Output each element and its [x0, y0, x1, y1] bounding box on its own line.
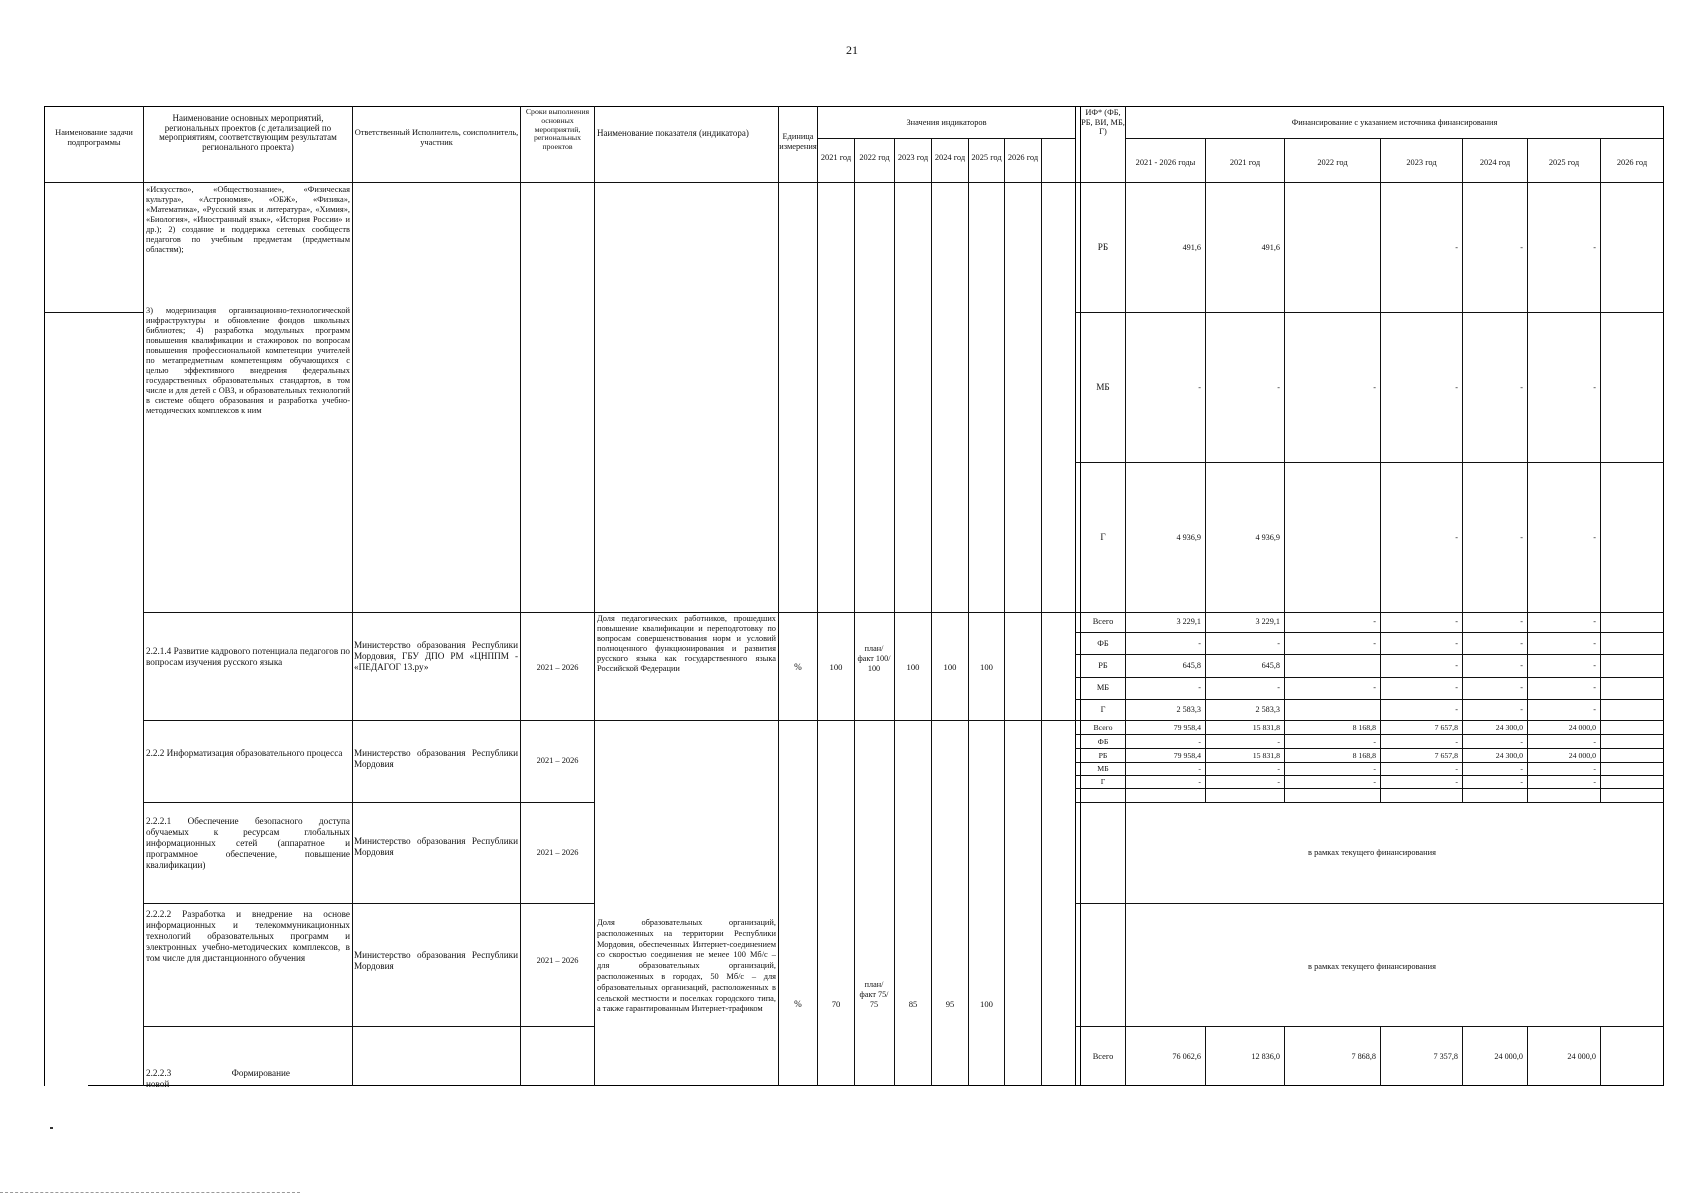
- executor: Министерство образования Республики Мордовия: [354, 950, 518, 971]
- source-label: РБ: [1098, 661, 1108, 670]
- header-finance-group: Финансирование с указанием источника финансирования: [1291, 118, 1498, 127]
- fin-value: -: [1277, 383, 1280, 392]
- source-label: Всего: [1092, 1052, 1114, 1061]
- fin-value: 7 657,8: [1434, 723, 1458, 732]
- header-fin-2023: 2023 год: [1406, 158, 1437, 167]
- fin-value: -: [1455, 383, 1458, 392]
- fin-value: 491,6: [1182, 243, 1201, 252]
- value-2023: 85: [908, 999, 918, 1009]
- fin-value: -: [1455, 533, 1458, 542]
- source-label: Г: [1100, 532, 1106, 542]
- header-task: Наименование задачи подпрограммы: [55, 128, 133, 147]
- fin-value: -: [1198, 777, 1201, 786]
- event-2-2-1-4: 2.2.1.4 Развитие кадрового потенциала педагогов по вопросам изучения русского языка: [146, 646, 350, 667]
- fin-value: -: [1593, 777, 1596, 786]
- fin-value: 4 936,9: [1176, 533, 1201, 542]
- value-2022: план/ факт 100/ 100: [857, 644, 891, 673]
- header-year-2024: 2024 год: [934, 153, 966, 162]
- header-fin-2022: 2022 год: [1317, 158, 1348, 167]
- terms: 2021 – 2026: [536, 956, 579, 965]
- event-text-items-3-4: 3) модернизация организационно-технологической инфраструктуры и обновление фондов школьных библиотек; 4) разработка модульных программ повышения квалификации и стажировок по вопросам повышения профессиональной компетенции учителей по метапредметным компетенциям обучающихся с целью эффективного внедрения федеральных государственных образовательных стандартов, в том числе и для детей с ОВЗ, и образовательных технологий в системе общего образования и разработка учебно-методических комплексов к ним: [146, 306, 350, 415]
- fin-value: -: [1520, 777, 1523, 786]
- fin-value: -: [1198, 639, 1201, 648]
- fin-value: 12 836,0: [1251, 1052, 1280, 1061]
- fin-value: -: [1277, 764, 1280, 773]
- fin-value: 24 000,0: [1567, 1052, 1596, 1061]
- executor: Министерство образования Республики Мордовия: [354, 836, 518, 857]
- fin-value: -: [1198, 764, 1201, 773]
- finance-note: в рамках текущего финансирования: [1308, 962, 1436, 971]
- event-2-2-2-2: 2.2.2.2 Разработка и внедрение на основе информационных и телекоммуникационных технологий образовательных программ и электронных учебно-методических комплексов, в том числе для дистанционного обучения: [146, 909, 350, 963]
- header-fin-2026: 2026 год: [1616, 158, 1648, 167]
- fin-value: 79 958,4: [1173, 751, 1201, 760]
- fin-value: 76 062,6: [1172, 1052, 1201, 1061]
- fin-value: 7 868,8: [1351, 1052, 1376, 1061]
- fin-value: 8 168,8: [1352, 751, 1376, 760]
- fin-value: -: [1520, 661, 1523, 670]
- scan-speck: [50, 1127, 53, 1129]
- source-label: Всего: [1092, 617, 1114, 626]
- header-events: Наименование основных мероприятий, региональных проектов (с детализацией по мероприятиям, соответствующим результатам регионального проекта): [159, 114, 337, 152]
- value-2025: 100: [980, 662, 993, 672]
- value-2021: 70: [831, 999, 841, 1009]
- header-fin-2025: 2025 год: [1548, 158, 1580, 167]
- event-2-2-2-1: 2.2.2.1 Обеспечение безопасного доступа обучаемых к ресурсам глобальных информационных сетей (аппаратное и программное обеспечение, повышение квалификации): [146, 816, 350, 870]
- header-fin-2024: 2024 год: [1479, 158, 1511, 167]
- fin-value: -: [1593, 683, 1596, 692]
- fin-value: -: [1593, 639, 1596, 648]
- fin-value: 2 583,3: [1176, 705, 1201, 714]
- fin-value: 24 000,0: [1494, 1052, 1523, 1061]
- fin-value: -: [1373, 764, 1376, 773]
- source-label: МБ: [1096, 683, 1110, 692]
- value-2023: 100: [906, 662, 920, 672]
- fin-value: -: [1373, 777, 1376, 786]
- fin-value: 7 357,8: [1433, 1052, 1458, 1061]
- fin-value: -: [1455, 617, 1458, 626]
- header-executor: Ответственный Исполнитель, соисполнитель, участник: [354, 128, 519, 147]
- fin-value: 15 831,8: [1252, 723, 1280, 732]
- header-year-2023: 2023 год: [897, 153, 929, 162]
- finance-note: в рамках текущего финансирования: [1308, 848, 1436, 857]
- fin-value: 15 831,8: [1252, 751, 1280, 760]
- header-year-2021: 2021 год: [820, 153, 852, 162]
- fin-value: -: [1593, 383, 1596, 392]
- fin-value: 645,8: [1182, 661, 1201, 670]
- fin-value: 7 657,8: [1434, 751, 1458, 760]
- fin-value: -: [1455, 683, 1458, 692]
- scan-artifact-line: [0, 1192, 300, 1194]
- value-2025: 100: [980, 999, 993, 1009]
- source-label: Всего: [1093, 723, 1113, 732]
- event-2-2-2: 2.2.2 Информатизация образовательного процесса: [146, 748, 343, 758]
- fin-value: -: [1455, 243, 1458, 252]
- executor: Министерство образования Республики Мордовия: [354, 748, 518, 769]
- fin-value: -: [1373, 383, 1376, 392]
- fin-value: -: [1520, 705, 1523, 714]
- fin-value: 8 168,8: [1352, 723, 1376, 732]
- fin-value: 79 958,4: [1173, 723, 1201, 732]
- fin-value: -: [1455, 705, 1458, 714]
- executor: Министерство образования Республики Мордовия, ГБУ ДПО РМ «ЦНППМ - «ПЕДАГОГ 13.ру»: [354, 640, 518, 672]
- fin-value: -: [1373, 737, 1376, 746]
- indicator-text: Доля образовательных организаций, расположенных на территории Республики Мордовия, обеспеченных Интернет-соединением со скоростью соединения не менее 100 Мб/с – для образовательных организаций, расположенных в городах, 50 Мб/с – для образовательных организаций, расположенных в сельской местности и поселках городского типа, а также гарантированным Интернет-трафиком: [597, 918, 776, 1014]
- source-label: ФБ: [1097, 639, 1109, 648]
- fin-value: -: [1373, 617, 1376, 626]
- source-label: Г: [1100, 705, 1106, 714]
- fin-value: -: [1277, 737, 1280, 746]
- fin-value: 24 300,0: [1495, 723, 1523, 732]
- fin-value: -: [1455, 764, 1458, 773]
- fin-value: -: [1593, 661, 1596, 670]
- fin-value: -: [1520, 383, 1523, 392]
- terms: 2021 – 2026: [536, 663, 579, 672]
- fin-value: -: [1455, 737, 1458, 746]
- header-unit: Единица измерения: [779, 132, 817, 151]
- fin-value: -: [1593, 764, 1596, 773]
- fin-value: -: [1520, 639, 1523, 648]
- fin-value: 3 229,1: [1255, 617, 1280, 626]
- fin-value: -: [1373, 683, 1376, 692]
- terms: 2021 – 2026: [536, 848, 579, 857]
- value-2022: план/ факт 75/ 75: [859, 980, 889, 1009]
- event-2-2-2-3: 2.2.2.3 Формирование новой: [146, 1068, 290, 1089]
- fin-value: 24 000,0: [1568, 751, 1596, 760]
- fin-value: 645,8: [1261, 661, 1280, 670]
- source-label: ФБ: [1097, 737, 1109, 746]
- source-label: РБ: [1098, 751, 1108, 760]
- fin-value: -: [1520, 617, 1523, 626]
- fin-value: 2 583,3: [1255, 705, 1280, 714]
- fin-value: 24 300,0: [1495, 751, 1523, 760]
- fin-value: -: [1520, 533, 1523, 542]
- fin-value: -: [1520, 683, 1523, 692]
- fin-value: 491,6: [1261, 243, 1280, 252]
- header-year-2022: 2022 год: [859, 153, 890, 162]
- value-2021: 100: [829, 662, 843, 672]
- header-year-2026: 2026 год: [1007, 153, 1039, 162]
- header-source: ИФ* (ФБ, РБ, ВИ, МБ, Г): [1081, 108, 1125, 137]
- fin-value: -: [1277, 639, 1280, 648]
- fin-value: -: [1198, 383, 1201, 392]
- fin-value: -: [1520, 737, 1523, 746]
- value-2024: 100: [943, 662, 957, 672]
- header-values-group: Значения индикаторов: [906, 118, 987, 127]
- header-terms: Сроки выполнения основных мероприятий, региональных проектов: [525, 108, 590, 152]
- value-2024: 95: [945, 999, 955, 1009]
- unit: %: [794, 662, 802, 672]
- unit: %: [794, 999, 802, 1009]
- fin-value: 4 936,9: [1255, 533, 1280, 542]
- fin-value: -: [1593, 243, 1596, 252]
- fin-value: -: [1277, 683, 1280, 692]
- source-label: РБ: [1097, 242, 1109, 252]
- header-indicator: Наименование показателя (индикатора): [597, 128, 749, 138]
- program-table: [44, 106, 1664, 1089]
- terms: 2021 – 2026: [536, 756, 579, 765]
- fin-value: -: [1455, 661, 1458, 670]
- source-label: МБ: [1097, 764, 1109, 773]
- fin-value: 24 000,0: [1568, 723, 1596, 732]
- fin-value: -: [1520, 764, 1523, 773]
- fin-value: -: [1593, 533, 1596, 542]
- fin-value: -: [1455, 639, 1458, 648]
- header-fin-total: 2021 - 2026 годы: [1135, 158, 1196, 167]
- fin-value: -: [1277, 777, 1280, 786]
- fin-value: -: [1198, 737, 1201, 746]
- fin-value: -: [1198, 683, 1201, 692]
- fin-value: -: [1593, 617, 1596, 626]
- fin-value: -: [1520, 243, 1523, 252]
- indicator-text: Доля педагогических работников, прошедших повышение квалификации и переподготовку по вопросам совершенствования норм и условий полноценного функционирования и развития русского языка как государственного языка Российской Федерации: [597, 614, 776, 673]
- page-number: 21: [846, 43, 858, 57]
- event-text-continued: «Искусство», «Обществознание», «Физическая культура», «Астрономия», «ОБЖ», «Физика», «Математика», «Русский язык и литература», «Химия», «Биология», «Иностранный язык», «История России» и др.); 2) создание и поддержка сетевых сообществ педагогов по учебным предметам (предметным областям);: [146, 185, 350, 254]
- fin-value: -: [1593, 705, 1596, 714]
- header-year-2025: 2025 год: [971, 153, 1002, 162]
- fin-value: 3 229,1: [1176, 617, 1201, 626]
- fin-value: -: [1373, 639, 1376, 648]
- header-fin-2021: 2021 год: [1229, 158, 1261, 167]
- source-label: Г: [1100, 777, 1106, 786]
- source-label: МБ: [1096, 382, 1110, 392]
- fin-value: -: [1593, 737, 1596, 746]
- fin-value: -: [1455, 777, 1458, 786]
